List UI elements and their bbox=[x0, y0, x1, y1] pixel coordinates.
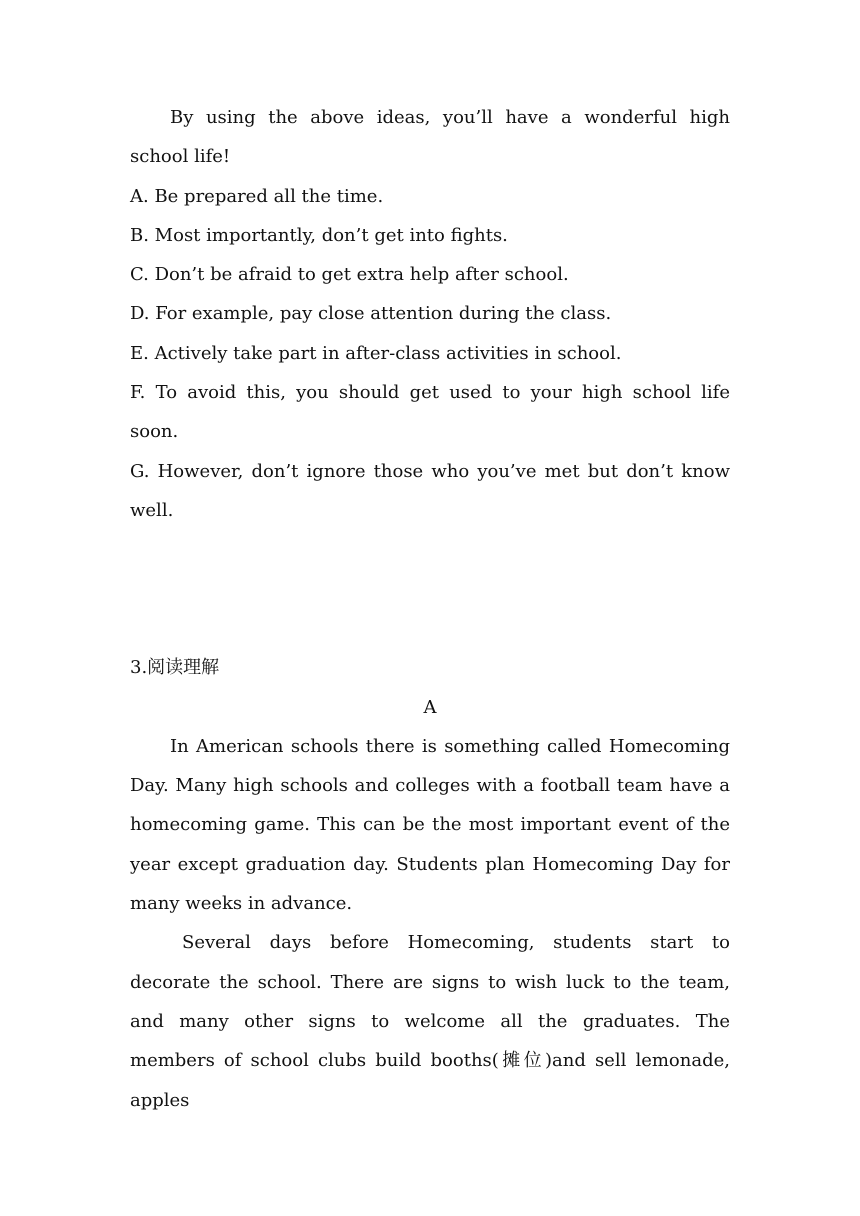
option-b: B. Most importantly, don’t get into fights. bbox=[130, 224, 508, 246]
passage-paragraph: In American schools there is something called Homecoming Day. Many high schools and colleges with a football team have a homecoming game. This can be the most important event of the year except graduation day. Students plan Homecoming Day for many weeks in advance. bbox=[130, 735, 730, 915]
section-spacing bbox=[130, 530, 730, 648]
passage-paragraph: Several days before Homecoming, students start to decorate the school. There are signs to wish luck to the team, and many other signs to welcome all the graduates. The members of school clubs build booths(摊位)and sell lemonade, apples bbox=[130, 932, 730, 1111]
option-c: C. Don’t be afraid to get extra help after school. bbox=[130, 264, 569, 286]
option-g: G. However, don’t ignore those who you’ve met but don’t know well. bbox=[130, 460, 730, 521]
section-heading: 3.阅读理解 bbox=[130, 657, 220, 679]
closing-paragraph: By using the above ideas, you’ll have a wonderful high school life! bbox=[130, 107, 730, 168]
passage-label: A bbox=[423, 696, 437, 718]
option-a: A. Be prepared all the time. bbox=[130, 185, 384, 207]
option-f: F. To avoid this, you should get used to your high school life soon. bbox=[130, 382, 730, 443]
document-content bbox=[130, 98, 730, 1120]
option-e: E. Actively take part in after-class activities in school. bbox=[130, 342, 622, 364]
option-d: D. For example, pay close attention during the class. bbox=[130, 303, 612, 325]
